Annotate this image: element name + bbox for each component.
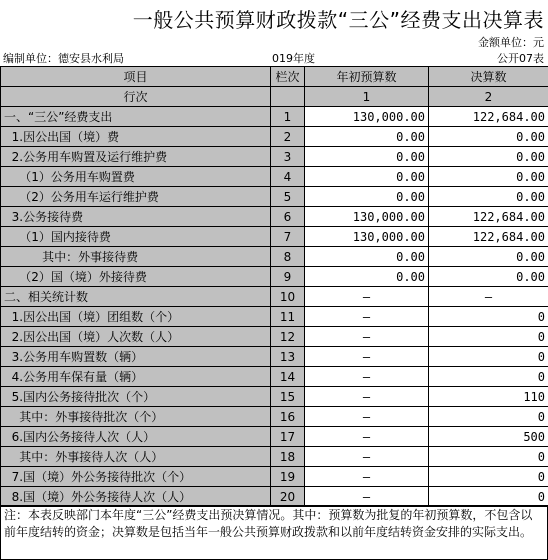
row-actual: 0 <box>429 407 548 427</box>
expenditure-table <box>0 66 548 507</box>
row-number: 5 <box>271 187 305 207</box>
row-number: 12 <box>271 327 305 347</box>
row-actual: 0.00 <box>429 187 548 207</box>
row-actual: 0.00 <box>429 167 548 187</box>
row-number: 6 <box>271 207 305 227</box>
row-number: 7 <box>271 227 305 247</box>
table-row <box>1 127 548 147</box>
report-title: 一般公共预算财政拨款“三公”经费支出决算表 <box>132 8 544 32</box>
table-row <box>1 487 548 507</box>
subheader-row <box>1 87 548 107</box>
row-actual: – <box>429 287 548 307</box>
row-number: 9 <box>271 267 305 287</box>
row-budget: – <box>305 487 429 507</box>
row-item: 1.因公出国（境）团组数（个） <box>1 307 271 327</box>
row-budget: – <box>305 287 429 307</box>
row-budget: 0.00 <box>305 247 429 267</box>
row-item: （2）公务用车运行维护费 <box>1 187 271 207</box>
row-budget: 130,000.00 <box>305 207 429 227</box>
row-actual: 122,684.00 <box>429 227 548 247</box>
row-budget: – <box>305 467 429 487</box>
table-row <box>1 107 548 127</box>
table-row <box>1 247 548 267</box>
row-item: 一、“三公”经费支出 <box>1 107 271 127</box>
row-item: 1.因公出国（境）费 <box>1 127 271 147</box>
currency-unit: 金额单位：元 <box>478 36 544 49</box>
row-number: 17 <box>271 427 305 447</box>
row-actual: 122,684.00 <box>429 107 548 127</box>
row-item: 其中：外事接待人次（人） <box>1 447 271 467</box>
compiling-unit: 编制单位：德安县水利局 <box>3 52 124 65</box>
row-item: 其中：外事接待批次（个） <box>1 407 271 427</box>
row-actual: 0.00 <box>429 267 548 287</box>
table-body <box>1 107 548 507</box>
row-number: 3 <box>271 147 305 167</box>
row-item: 二、相关统计数 <box>1 287 271 307</box>
header-actual: 决算数 <box>429 67 548 87</box>
row-number: 14 <box>271 367 305 387</box>
row-number: 16 <box>271 407 305 427</box>
table-row <box>1 367 548 387</box>
row-item: （2）国（境）外接待费 <box>1 267 271 287</box>
row-budget: 0.00 <box>305 147 429 167</box>
row-budget: – <box>305 367 429 387</box>
table-row <box>1 427 548 447</box>
table-row <box>1 147 548 167</box>
row-number: 13 <box>271 347 305 367</box>
row-number: 19 <box>271 467 305 487</box>
row-budget: – <box>305 387 429 407</box>
table-row <box>1 327 548 347</box>
row-actual: 500 <box>429 427 548 447</box>
table-row <box>1 207 548 227</box>
row-item: 7.国（境）外公务接待批次（个） <box>1 467 271 487</box>
row-actual: 0 <box>429 367 548 387</box>
row-number: 15 <box>271 387 305 407</box>
subheader-actual: 2 <box>429 87 548 107</box>
table-row <box>1 227 548 247</box>
row-item: 3.公务用车购置数（辆） <box>1 347 271 367</box>
header-col-no: 栏次 <box>271 67 305 87</box>
row-number: 20 <box>271 487 305 507</box>
row-number: 2 <box>271 127 305 147</box>
row-number: 1 <box>271 107 305 127</box>
row-budget: – <box>305 447 429 467</box>
row-item: 其中：外事接待费 <box>1 247 271 267</box>
row-actual: 0 <box>429 447 548 467</box>
row-actual: 0 <box>429 347 548 367</box>
header-row <box>1 67 548 87</box>
row-budget: 130,000.00 <box>305 107 429 127</box>
header-item: 项目 <box>1 67 271 87</box>
table-row <box>1 347 548 367</box>
table-row <box>1 267 548 287</box>
subheader-budget: 1 <box>305 87 429 107</box>
row-actual: 0 <box>429 327 548 347</box>
table-row <box>1 167 548 187</box>
row-number: 11 <box>271 307 305 327</box>
row-actual: 110 <box>429 387 548 407</box>
row-item: （1）国内接待费 <box>1 227 271 247</box>
row-budget: 0.00 <box>305 127 429 147</box>
row-item: 3.公务接待费 <box>1 207 271 227</box>
table-row <box>1 467 548 487</box>
row-number: 8 <box>271 247 305 267</box>
row-actual: 0 <box>429 467 548 487</box>
row-budget: – <box>305 307 429 327</box>
row-actual: 0 <box>429 487 548 507</box>
row-item: 2.公务用车购置及运行维护费 <box>1 147 271 167</box>
table-row <box>1 307 548 327</box>
table-row <box>1 187 548 207</box>
row-budget: – <box>305 327 429 347</box>
row-budget: 0.00 <box>305 167 429 187</box>
row-budget: – <box>305 427 429 447</box>
row-number: 18 <box>271 447 305 467</box>
row-actual: 0.00 <box>429 127 548 147</box>
row-number: 10 <box>271 287 305 307</box>
row-item: 2.因公出国（境）人次数（人） <box>1 327 271 347</box>
footnote: 注：本表反映部门本年度“三公”经费支出预决算情况。其中：预算数为批复的年初预算数，不包含以前年度结转的资金；决算数是包括当年一般公共预算财政拨款和以前年度结转资金安排的实际支出。 <box>0 505 548 560</box>
form-number: 公开07表 <box>497 52 544 65</box>
table-row <box>1 447 548 467</box>
row-actual: 0.00 <box>429 147 548 167</box>
row-budget: 0.00 <box>305 267 429 287</box>
row-number: 4 <box>271 167 305 187</box>
row-actual: 0.00 <box>429 247 548 267</box>
row-budget: 130,000.00 <box>305 227 429 247</box>
row-item: 6.国内公务接待人次（人） <box>1 427 271 447</box>
row-actual: 0 <box>429 307 548 327</box>
subheader-item: 行次 <box>1 87 271 107</box>
table-row <box>1 407 548 427</box>
table-row <box>1 287 548 307</box>
report-year: 019年度 <box>272 52 315 65</box>
row-item: 5.国内公务接待批次（个） <box>1 387 271 407</box>
header-budget: 年初预算数 <box>305 67 429 87</box>
table-row <box>1 387 548 407</box>
row-budget: 0.00 <box>305 187 429 207</box>
row-budget: – <box>305 407 429 427</box>
row-item: 8.国（境）外公务接待人次（人） <box>1 487 271 507</box>
row-budget: – <box>305 347 429 367</box>
row-actual: 122,684.00 <box>429 207 548 227</box>
row-item: 4.公务用车保有量（辆） <box>1 367 271 387</box>
subheader-col-no <box>271 87 305 107</box>
row-item: （1）公务用车购置费 <box>1 167 271 187</box>
